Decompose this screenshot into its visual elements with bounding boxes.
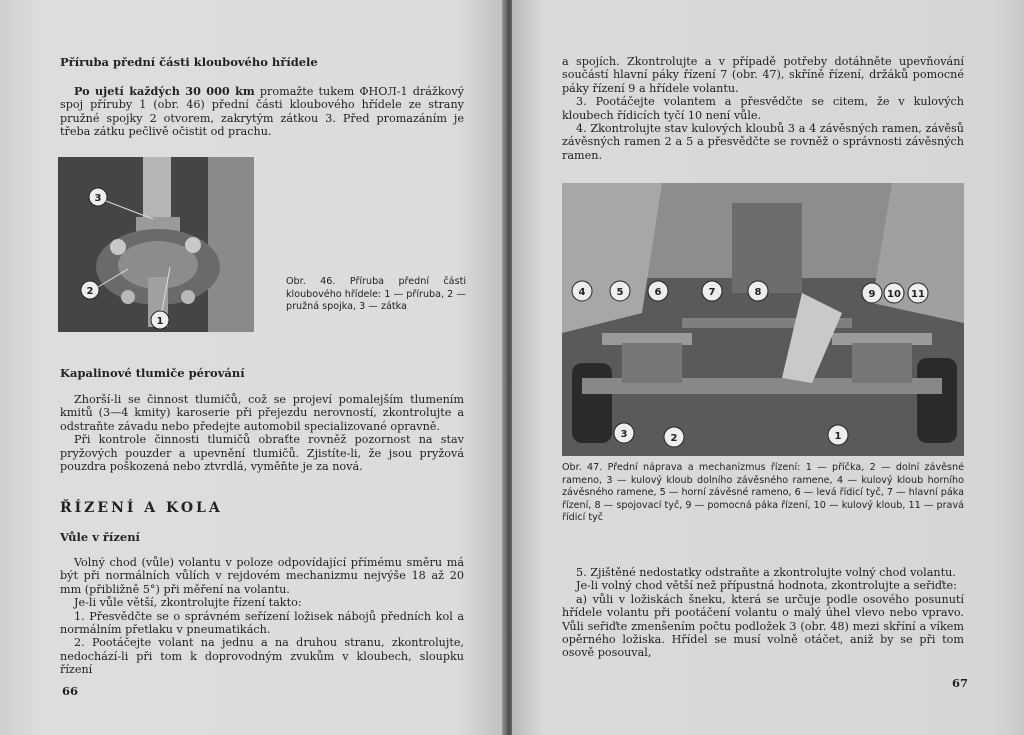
fig47-label-4: 4 bbox=[578, 287, 586, 298]
fig47-label-3: 3 bbox=[620, 429, 628, 440]
fig47-caption-text: Obr. 47. Přední náprava a mechanizmus řízení: 1 — příčka, 2 — dolní závěsné rameno, 3 — kulový kloub dolního závěsného ramene, 4 — kulový kloub horního závěsného ramene, 5 — horní závěsné rameno, 6 — levá řídicí tyč, 7 — hlavní páka řízení, 8 — spojovací tyč, 9 — pomocná páka řízení, 10 — kulový kloub, 11 — pravá řídicí tyč bbox=[562, 462, 964, 524]
paragraph-flange bbox=[60, 85, 464, 139]
fig46-label-3: 3 bbox=[94, 193, 102, 204]
page-number-left: 66 bbox=[62, 684, 79, 698]
fig47-label-2: 2 bbox=[670, 433, 678, 444]
figure-47-photo bbox=[562, 183, 964, 456]
right-page bbox=[512, 0, 1024, 735]
adjust-text-1: 5. Zjištěné nedostatky odstraňte a zkontrolujte volný chod volantu. bbox=[576, 566, 956, 579]
steering-text-1: a spojích. Zkontrolujte a v případě potřeby dotáhněte upevňování součástí hlavní páky řízení 7 (obr. 47), skříně řízení, držáků pomocné páky řízení 9 a hřídele volantu. bbox=[562, 55, 964, 95]
fig47-label-10: 10 bbox=[887, 289, 901, 300]
adjust-text-3: a) vůli v ložiskách šneku, která se určuje podle osového posunutí hřídele volantu při pootáčení volantu o malý úhel vlevo nebo vpravo. Vůli seřiďte zmenšením počtu podložek 3 (obr. 48) mezi skříní a víkem opěrného ložiska. Hřídel se musí volně otáčet, aniž by se při tom osově posouval, bbox=[562, 592, 964, 660]
fig47-label-5: 5 bbox=[616, 287, 624, 298]
front-axle-illustration bbox=[562, 183, 964, 456]
left-page bbox=[0, 0, 508, 735]
play-text-1: Volný chod (vůle) volantu v poloze odpovídající přímému směru má být při normálních vůlích v rejdovém mechanizmu nejvýše 18 až 20 mm (přibližně 5°) při měření na volantu. bbox=[60, 556, 464, 596]
flange-instructions: promažte tukem ΦΗΟЛ-1 drážkový spoj příruby 1 (obr. 46) přední části kloubového hřídele ze strany pružné spojky 2 otvorem, zakrytým zátkou 3. Před promazáním je třeba zátku pečlivě očistit od prachu. bbox=[60, 85, 464, 139]
fig47-label-6: 6 bbox=[654, 287, 662, 298]
paragraph-play bbox=[60, 556, 464, 677]
paragraph-dampers bbox=[60, 393, 464, 473]
section-heading-flange: Příruba přední části kloubového hřídele bbox=[60, 55, 318, 69]
fig47-label-9: 9 bbox=[868, 289, 876, 300]
fig46-label-1: 1 bbox=[156, 316, 164, 327]
fig47-label-11: 11 bbox=[911, 289, 925, 300]
paragraph-steering-check bbox=[562, 55, 964, 162]
adjust-text-2: Je-li volný chod větší než přípustná hodnota, zkontrolujte a seřiďte: bbox=[576, 579, 957, 593]
page-number-right: 67 bbox=[952, 676, 969, 690]
paragraph-adjust bbox=[562, 566, 964, 660]
steering-text-3: 4. Zkontrolujte stav kulových kloubů 3 a 4 závěsných ramen, závěsů závěsných ramen 2 a 5 a přesvědčte se rovněž o správnosti závěsných ramen. bbox=[562, 122, 964, 162]
fig47-label-8: 8 bbox=[754, 287, 762, 298]
fig46-caption-text: Obr. 46. Příruba přední části kloubového hřídele: 1 — příruba, 2 — pružná spojka, 3 — zátka bbox=[286, 276, 466, 313]
figure-46-photo bbox=[58, 157, 254, 332]
fig47-label-7: 7 bbox=[708, 287, 716, 298]
section-heading-dampers: Kapalinové tlumiče pérování bbox=[60, 366, 245, 380]
play-text-2: Je-li vůle větší, zkontrolujte řízení takto: bbox=[74, 596, 302, 610]
play-text-4: 2. Pootáčejte volant na jednu a na druhou stranu, zkontrolujte, nedochází-li při tom k doprovodným zvukům v kloubech, sloupku řízení bbox=[60, 636, 464, 677]
play-text-3: 1. Přesvědčte se o správném seřízení ložisek nábojů předních kol a normálním přetlaku v pneumatikách. bbox=[60, 609, 464, 637]
fig46-label-2: 2 bbox=[86, 286, 94, 297]
steering-text-2: 3. Pootáčejte volantem a přesvědčte se citem, že v kulových kloubech řídicích tyčí 10 není vůle. bbox=[562, 95, 964, 122]
figure-46-caption bbox=[286, 276, 466, 314]
fig47-label-1: 1 bbox=[834, 431, 842, 442]
flange-illustration bbox=[58, 157, 254, 332]
figure-47-caption bbox=[562, 462, 964, 525]
chapter-title: ŘÍZENÍ A KOLA bbox=[60, 500, 223, 516]
dampers-text-1: Zhorší-li se činnost tlumičů, což se projeví pomalejším tlumením kmitů (3—4 kmity) karoserie při přejezdu nerovností, zkontrolujte a odstraňte závadu nebo předejte automobil specializované opravně. bbox=[60, 393, 464, 433]
dampers-text-2: Při kontrole činnosti tlumičů obraťte rovněž pozornost na stav pryžových pouzder a upevnění tlumičů. Zjistíte-li, že jsou pryžová pouzdra poškozená nebo ztvrdlá, vyměňte je za nová. bbox=[60, 433, 464, 474]
mileage-emphasis: Po ujetí každých 30 000 km bbox=[74, 84, 255, 98]
section-heading-play: Vůle v řízení bbox=[60, 530, 140, 544]
